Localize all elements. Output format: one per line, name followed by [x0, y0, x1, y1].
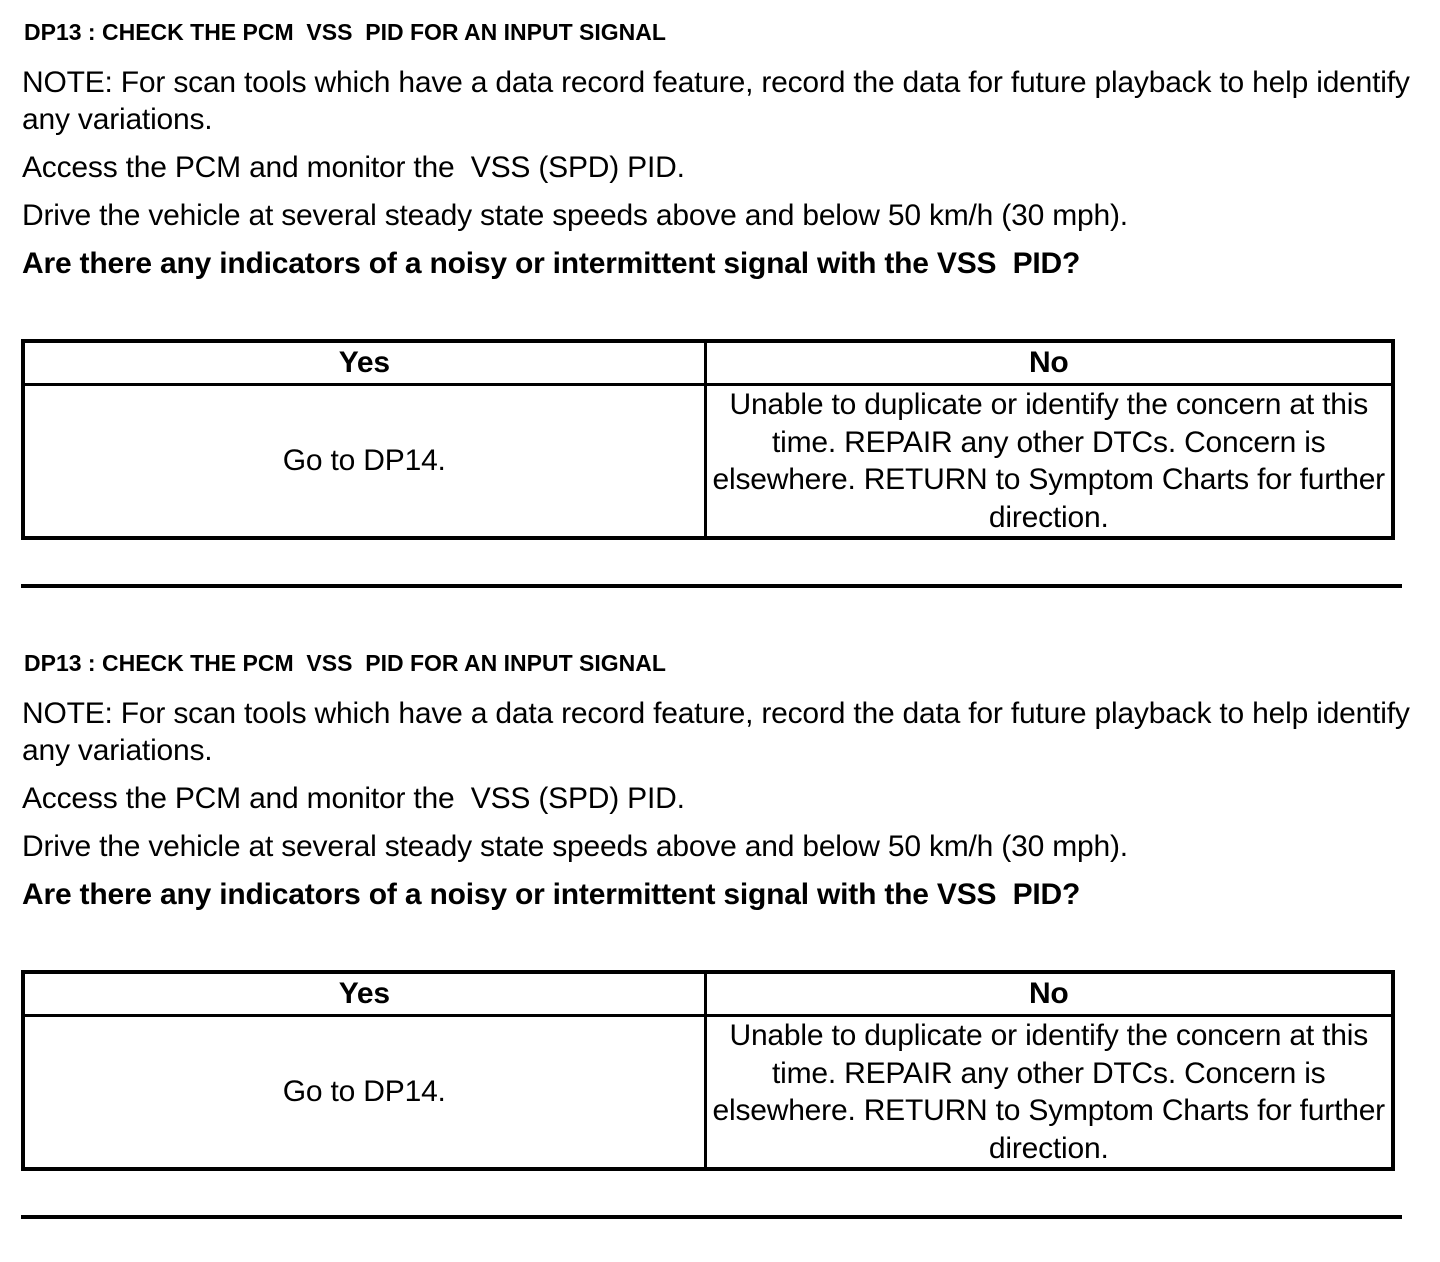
step-heading: DP13 : CHECK THE PCM VSS PID FOR AN INPUT SIGNAL [24, 650, 666, 676]
step-heading: DP13 : CHECK THE PCM VSS PID FOR AN INPUT SIGNAL [24, 19, 666, 45]
yes-no-table [21, 970, 1395, 1171]
step-instruction-access: Access the PCM and monitor the VSS (SPD) PID. [22, 151, 685, 184]
step-instruction-access: Access the PCM and monitor the VSS (SPD) PID. [22, 782, 685, 815]
section-divider [21, 1215, 1402, 1219]
diagnostic-step-section [0, 631, 1440, 1262]
step-instruction-drive: Drive the vehicle at several steady state speeds above and below 50 km/h (30 mph). [22, 830, 1128, 863]
no-header: No [705, 972, 1393, 1016]
no-action: Unable to duplicate or identify the concern at this time. REPAIR any other DTCs. Concern is elsewhere. RETURN to Symptom Charts for further direction. [705, 1016, 1393, 1170]
yes-action: Go to DP14. [23, 1016, 705, 1170]
yes-header: Yes [23, 972, 705, 1016]
yes-action: Go to DP14. [23, 385, 705, 539]
step-instruction-drive: Drive the vehicle at several steady state speeds above and below 50 km/h (30 mph). [22, 199, 1128, 232]
yes-header: Yes [23, 341, 705, 385]
step-question: Are there any indicators of a noisy or intermittent signal with the VSS PID? [22, 878, 1081, 911]
no-action: Unable to duplicate or identify the concern at this time. REPAIR any other DTCs. Concern is elsewhere. RETURN to Symptom Charts for further direction. [705, 385, 1393, 539]
no-header: No [705, 341, 1393, 385]
section-divider [21, 584, 1402, 588]
step-note: NOTE: For scan tools which have a data record feature, record the data for future playback to help identify any variations. [22, 697, 1410, 767]
yes-no-table [21, 339, 1395, 540]
step-question: Are there any indicators of a noisy or intermittent signal with the VSS PID? [22, 247, 1081, 280]
step-note: NOTE: For scan tools which have a data record feature, record the data for future playback to help identify any variations. [22, 66, 1410, 136]
